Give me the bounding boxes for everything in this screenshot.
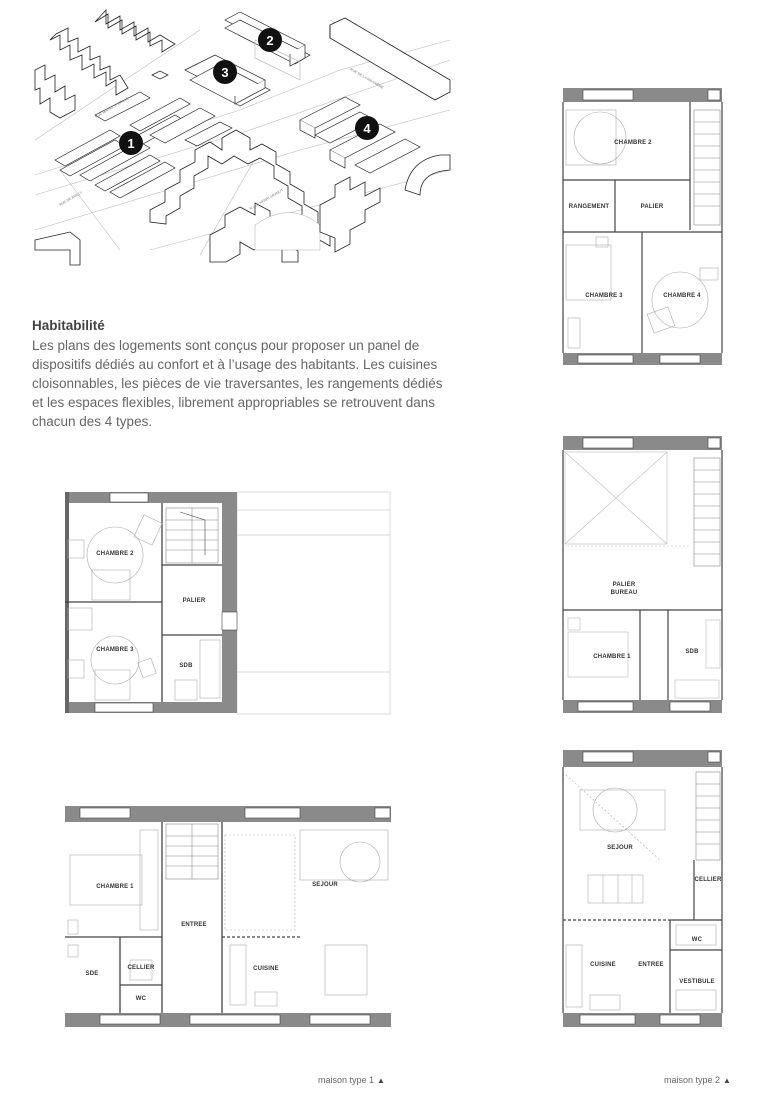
room-rangement: RANGEMENT: [568, 204, 610, 210]
site-marker-4: 4: [363, 121, 371, 136]
street-label-granot: ALLÉE HENRI GRANOT: [248, 188, 285, 211]
stair: [166, 508, 218, 563]
triangle-up-icon: ▲: [377, 1076, 385, 1085]
plan-type1-ground: [65, 806, 391, 1027]
wall-right: [222, 492, 237, 713]
room-palier: PALIER: [640, 204, 664, 210]
stair: [166, 824, 218, 879]
site-marker-3: 3: [221, 65, 229, 80]
room-sde: SDE: [85, 971, 99, 977]
site-marker-1: 1: [127, 136, 135, 151]
wall-top: [65, 492, 237, 503]
room-sejour: SEJOUR: [607, 845, 633, 851]
room-chambre-1: CHAMBRE 1: [96, 884, 134, 890]
stair: [696, 772, 720, 860]
plan-type2-top: [563, 88, 722, 365]
room-sdb: SDB: [685, 649, 699, 655]
caption-type2: [664, 1075, 731, 1085]
room-wc: WC: [691, 937, 703, 943]
building-stepped-north: [95, 10, 175, 52]
room-entree: ENTREE: [638, 962, 664, 968]
room-entree: ENTREE: [181, 922, 207, 928]
caption-type1-text: maison type 1: [318, 1075, 375, 1085]
room-sejour: SEJOUR: [312, 882, 338, 888]
caption-type1: [318, 1075, 385, 1085]
room-sdb: SDB: [179, 663, 193, 669]
plan-type1-upper: [65, 492, 390, 714]
room-chambre-4: CHAMBRE 4: [663, 293, 701, 299]
room-cellier: CELLIER: [127, 965, 155, 971]
room-chambre-2: CHAMBRE 2: [614, 140, 652, 146]
room-cuisine: CUISINE: [590, 962, 616, 968]
room-palier: PALIER: [182, 598, 206, 604]
house-rows-group-3: [152, 55, 270, 106]
section-title: Habitabilité: [32, 318, 105, 333]
building-long-bar: [330, 18, 450, 100]
room-bureau: BUREAU: [610, 590, 638, 596]
caption-type2-text: maison type 2: [664, 1075, 721, 1085]
room-vestibule: VESTIBULE: [679, 979, 715, 985]
room-chambre-1: CHAMBRE 1: [593, 654, 631, 660]
plan-type2-middle: [563, 436, 722, 713]
street-label-brilly: RUE DE BRILLY: [58, 190, 84, 207]
site-plan: [35, 10, 450, 265]
building-stepped-west: [35, 65, 75, 118]
stair: [694, 458, 720, 566]
building-curved-east: [405, 155, 450, 195]
room-cellier: CELLIER: [694, 877, 722, 883]
room-chambre-3: CHAMBRE 3: [96, 647, 134, 653]
room-palier: PALIER: [612, 582, 636, 588]
building-corner-west: [35, 232, 80, 265]
site-marker-2: 2: [266, 33, 274, 48]
habitabilite-section: [32, 318, 452, 431]
adjacent-house-outline: [237, 492, 390, 714]
stair: [694, 110, 720, 225]
section-body: Les plans des logements sont conçus pour proposer un panel de dispositifs dédiés au confort et à l’usage des habitants. Les cuisines cloisonnables, les pièces de vie traversantes, les rangements dédiés et les espaces flexibles, librement appropriables se retrouvent dans chacun des 4 types.: [32, 338, 443, 429]
room-chambre-3: CHAMBRE 3: [585, 293, 623, 299]
room-cuisine: CUISINE: [253, 966, 279, 972]
street-label-raviniere: RUE DE LA RAVINIÈRE: [349, 67, 385, 90]
triangle-up-icon: ▲: [723, 1076, 731, 1085]
street-label-grille: RUE MAURICE GRILLE: [94, 96, 130, 119]
room-chambre-2: CHAMBRE 2: [96, 551, 134, 557]
plan-type2-ground: [563, 750, 722, 1027]
building-stepped-northwest: [50, 28, 128, 95]
room-wc: WC: [135, 996, 147, 1002]
